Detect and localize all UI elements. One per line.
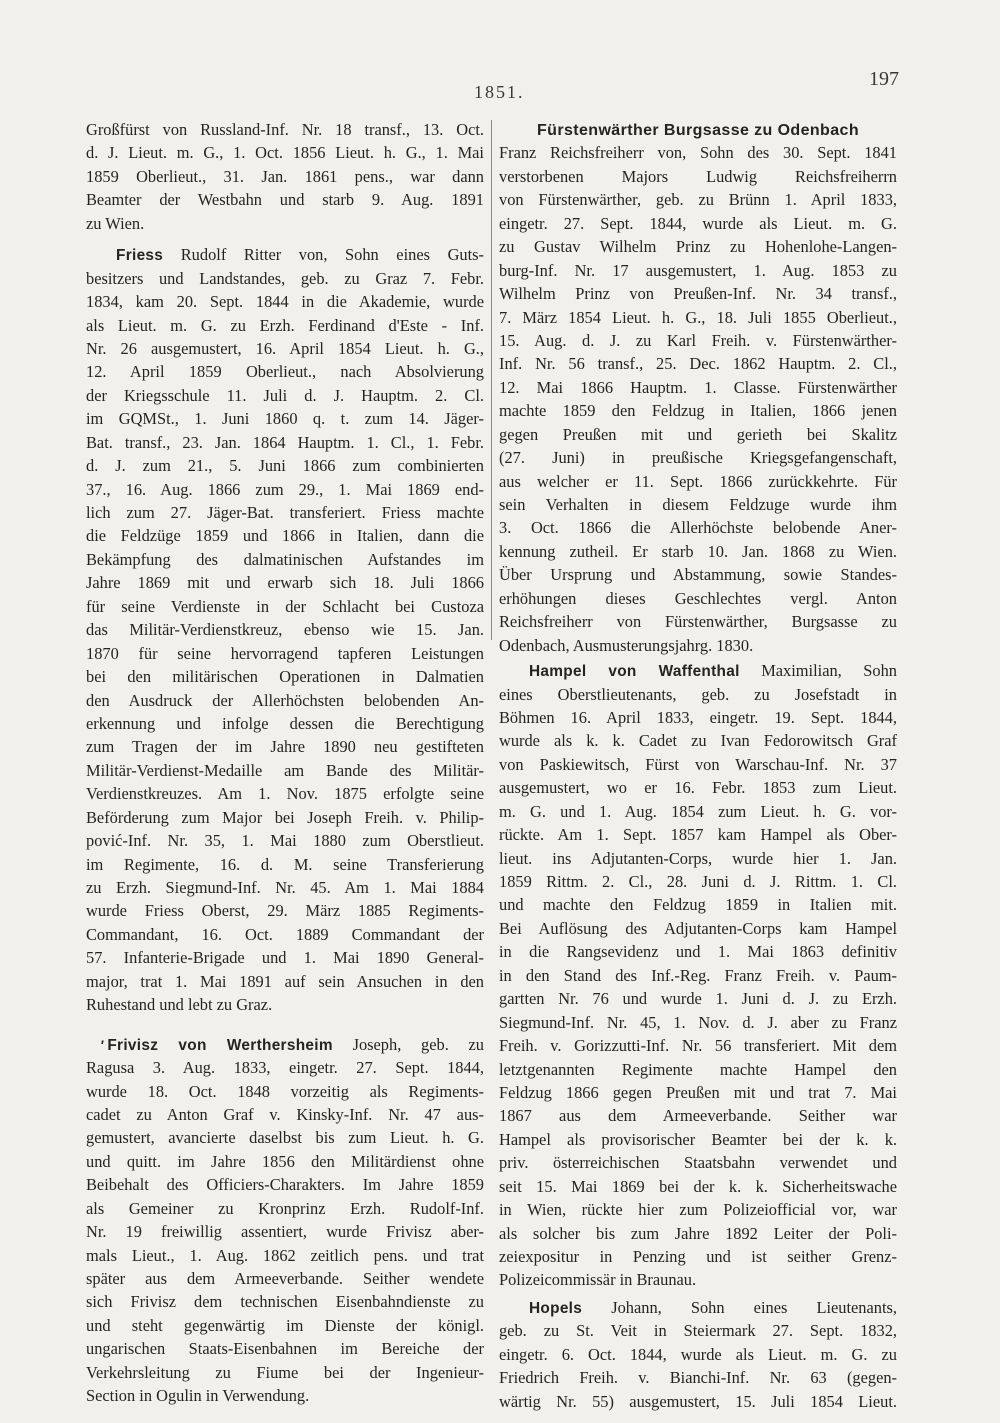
text-line: zu Gustav Wilhelm Prinz zu Hohenlohe-Langen-	[499, 237, 897, 257]
text-line: 37., 16. Aug. 1866 zum 29., 1. Mai 1869 end-	[86, 479, 484, 499]
text-line: machte 1859 den Feldzug in Italien, 1866 jenen	[499, 401, 897, 421]
text-line: von Paskiewitsch, Fürst von Warschau-Inf. Nr. 37	[499, 754, 897, 774]
intro-paragraph	[86, 118, 484, 235]
text-line: 15. Aug. d. J. zu Karl Freih. v. Fürstenwärther-	[499, 330, 897, 350]
text-line: zu Erzh. Siegmund-Inf. Nr. 45. Am 1. Mai 1884	[86, 878, 484, 897]
text-line: 1867 aus dem Armeeverbande. Seither war	[499, 1106, 897, 1126]
text-line: Ragusa 3. Aug. 1833, eingetr. 27. Sept. 1844,	[86, 1058, 484, 1078]
text-line: lich zum 27. Jäger-Bat. transferiert. Friess machte	[86, 503, 484, 522]
text-line: als solcher bis zum Jahre 1892 Leiter der Poli-	[499, 1223, 897, 1243]
entry-first-text: Maximilian, Sohn	[761, 661, 897, 681]
text-line: Polizeicommissär in Braunau.	[499, 1270, 697, 1290]
text-line: von Fürstenwärther, geb. zu Brünn 1. April 1833,	[499, 190, 897, 210]
text-line: Section in Ogulin in Verwendung.	[86, 1386, 310, 1406]
entry-frivisz	[86, 1033, 484, 1408]
text-line: Bei Auflösung des Adjutanten-Corps kam Hampel	[499, 918, 897, 938]
text-line: letztgenannten Regimente machte Hampel den	[499, 1059, 897, 1079]
text-line: zu Wien.	[86, 213, 145, 233]
entry-hopels	[499, 1296, 897, 1413]
text-line: Inf. Nr. 56 transf., 25. Dec. 1862 Hauptm. 2. Cl.,	[499, 354, 897, 374]
text-line: gartten Nr. 76 und wurde 1. Juni d. J. zu Erzh.	[499, 989, 897, 1009]
text-line: gemustert, avancierte daselbst bis zum Lieut. h. G.	[86, 1128, 484, 1148]
entry-first-line	[86, 243, 484, 266]
text-line: mals Lieut., 1. Aug. 1862 zeitlich pens. und trat	[86, 1245, 484, 1265]
text-line: 3. Oct. 1866 die Allerhöchste belobende Aner-	[499, 518, 897, 538]
text-line: burg-Inf. Nr. 17 ausgemustert, 1. Aug. 1853 zu	[499, 260, 897, 280]
text-line: 12. April 1859 Oberlieut., nach Absolvierung	[86, 362, 484, 382]
text-line: wurde als k. k. Cadet zu Ivan Fedorowitsch Graf	[499, 731, 897, 751]
text-line: in Wien, rückte hier zum Polizeiofficial vor, war	[499, 1200, 897, 1220]
entry-hampel	[499, 659, 897, 1292]
text-line: 57. Infanterie-Brigade und 1. Mai 1890 General-	[86, 948, 484, 968]
text-line: Hampel als provisorischer Beamter bei der k. k.	[499, 1129, 897, 1149]
text-line: pović-Inf. Nr. 35, 1. Mai 1880 zum Oberstlieut.	[86, 831, 484, 851]
text-line: Franz Reichsfreiherr von, Sohn des 30. Sept. 1841	[499, 143, 897, 163]
entry-first-text: Joseph, geb. zu	[352, 1034, 484, 1054]
text-line: der Kriegsschule 11. Juli d. J. Hauptm. 2. Cl.	[86, 385, 484, 405]
text-line: Feldzug 1866 gegen Preußen mit und trat 7. Mai	[499, 1082, 897, 1102]
text-line: später aus dem Armeeverbande. Seither wendete	[86, 1269, 484, 1288]
text-line: Verdienstkreuzes. Am 1. Nov. 1875 erfolgte seine	[86, 784, 484, 804]
text-line: Beförderung zum Major bei Joseph Freih. v. Philip-	[86, 807, 484, 827]
text-line: in den Stand des Inf.-Reg. Franz Freih. v. Paum-	[499, 965, 897, 985]
right-column	[499, 118, 897, 1413]
text-line: eines Oberstlieutenants, geb. zu Josefstadt in	[499, 684, 897, 704]
text-line: m. G. und 1. Aug. 1854 zum Lieut. h. G. vor-	[499, 801, 897, 821]
text-line: 1870 für seine hervorragend tapferen Leistungen	[86, 643, 484, 663]
text-line: Beamter der Westbahn und starb 9. Aug. 1891	[86, 190, 484, 210]
text-line: die Feldzüge 1859 und 1866 in Italien, dann die	[86, 526, 484, 546]
entry-name: Frivisz von Werthersheim	[107, 1036, 333, 1054]
text-line: major, trat 1. Mai 1891 auf sein Ansuchen in den	[86, 971, 484, 991]
text-line: Verkehrsleitung zu Fiume bei der Ingenieur-	[86, 1362, 484, 1382]
text-line: und steht gegenwärtig im Dienste der königl.	[86, 1315, 484, 1335]
text-line: erkennung und infolge dessen die Berechtigung	[86, 713, 484, 733]
text-line: Wilhelm Prinz von Preußen-Inf. Nr. 34 transf.,	[499, 284, 897, 304]
entry-name: Hampel von Waffenthal	[529, 663, 740, 681]
margin-mark: '	[100, 1036, 104, 1053]
text-line: (27. Juni) in preußische Kriegsgefangenschaft,	[499, 448, 897, 468]
text-line: Siegmund-Inf. Nr. 45, 1. Nov. d. J. aber zu Franz	[499, 1012, 897, 1032]
text-line: zum Tragen der im Jahre 1890 neu gestifteten	[86, 737, 484, 757]
entry-fuerstenwaerther	[499, 141, 897, 657]
left-column	[86, 118, 484, 1408]
text-line: Commandant, 16. Oct. 1889 Commandant der	[86, 924, 484, 944]
entry-first-line	[499, 1296, 897, 1319]
text-line: Jahre 1869 mit und erwarb sich 18. Juli 1866	[86, 573, 484, 593]
text-line: den Ausdruck der Allerhöchsten belobenden An-	[86, 690, 484, 710]
text-line: Böhmen 16. April 1833, eingetr. 19. Sept. 1844,	[499, 707, 897, 727]
entry-first-text: Johann, Sohn eines Lieutenants,	[611, 1297, 897, 1317]
text-line: lieut. ins Adjutanten-Corps, wurde hier 1. Jan.	[499, 848, 897, 868]
text-line: als Lieut. m. G. zu Erzh. Ferdinand d'Este - Inf.	[86, 315, 484, 335]
entry-first-line	[86, 1033, 484, 1056]
text-line: d. J. zum 21., 5. Juni 1866 zum combinierten	[86, 456, 484, 476]
text-line: in die Rangsevidenz und 1. Mai 1863 definitiv	[499, 942, 897, 962]
entry-first-text: Rudolf Ritter von, Sohn eines Guts-	[180, 245, 484, 265]
text-line: für seine Verdienste in der Schlacht bei Custoza	[86, 596, 484, 616]
text-line: kennung zutheil. Er starb 10. Jan. 1868 zu Wien.	[499, 541, 897, 561]
text-line: 12. Mai 1866 Hauptm. 1. Classe. Fürstenwärther	[499, 377, 897, 397]
text-line: das Militär-Verdienstkreuz, ebenso wie 15. Jan.	[86, 620, 484, 640]
text-line: Reichsfreiherr von Fürstenwärther, Burgsasse zu	[499, 612, 897, 632]
text-line: sich Frivisz dem technischen Eisenbahndienste zu	[86, 1292, 484, 1312]
text-line: gegen Preußen mit und gerieth bei Skalitz	[499, 424, 897, 444]
text-line: ungarischen Staats-Eisenbahnen im Bereiche der	[86, 1339, 484, 1359]
text-line: eingetr. 27. Sept. 1844, wurde als Lieut. m. G.	[499, 213, 897, 233]
text-line: aus welcher er 11. Sept. 1866 zurückkehrte. Für	[499, 471, 897, 491]
text-line: priv. österreichischen Staatsbahn verwendet und	[499, 1153, 897, 1173]
text-line: im GQMSt., 1. Juni 1860 q. t. zum 14. Jäger-	[86, 409, 484, 429]
entry-first-line	[499, 659, 897, 682]
text-line: und machte den Feldzug 1859 in Italien mit.	[499, 895, 897, 915]
text-line: Militär-Verdienst-Medaille am Bande des Militär-	[86, 760, 484, 780]
text-line: Ruhestand und lebt zu Graz.	[86, 995, 273, 1015]
text-line: verstorbenen Majors Ludwig Reichsfreiherrn	[499, 166, 897, 186]
text-line: seit 15. Mai 1869 bei der k. k. Sicherheitswache	[499, 1176, 897, 1196]
entry-name: Friess	[116, 247, 164, 265]
text-line: Nr. 19 freiwillig assentiert, wurde Frivisz aber-	[86, 1222, 484, 1242]
text-line: im Regimente, 16. d. M. seine Transferierung	[86, 854, 484, 874]
text-line: erhöhungen dieses Geschlechtes vergl. Anton	[499, 588, 897, 608]
text-line: 1859 Oberlieut., 31. Jan. 1861 pens., war dann	[86, 166, 484, 186]
text-line: wurde 18. Oct. 1848 vorzeitig als Regiments-	[86, 1081, 484, 1101]
text-line: rückte. Am 1. Sept. 1857 kam Hampel als Ober-	[499, 825, 897, 845]
text-line: Odenbach, Ausmusterungsjahrg. 1830.	[499, 635, 754, 655]
text-line: geb. zu St. Veit in Steiermark 27. Sept. 1832,	[499, 1321, 897, 1341]
text-line: als Gemeiner zu Kronprinz Erzh. Rudolf-Inf.	[86, 1198, 484, 1218]
text-line: Bekämpfung des dalmatinischen Aufstandes im	[86, 549, 484, 569]
page-number: 197	[869, 68, 899, 90]
column-divider	[491, 120, 492, 640]
text-line: 1859 Rittm. 2. Cl., 28. Juni d. J. Rittm. 1. Cl.	[499, 872, 897, 891]
text-line: Bat. transf., 23. Jan. 1864 Hauptm. 1. Cl., 1. Febr.	[86, 432, 484, 452]
entry-name: Hopels	[529, 1299, 583, 1317]
text-line: Großfürst von Russland-Inf. Nr. 18 transf., 13. Oct.	[86, 120, 484, 139]
section-heading-text: Fürstenwärther Burgsasse zu Odenbach	[536, 122, 860, 139]
text-line: d. J. Lieut. m. G., 1. Oct. 1856 Lieut. h. G., 1. Mai	[86, 143, 484, 163]
text-line: ausgemustert, wo er 16. Febr. 1853 zum Lieut.	[499, 778, 897, 798]
text-line: wurde Friess Oberst, 29. März 1885 Regiments-	[86, 901, 484, 921]
page-year: 1851.	[474, 82, 525, 102]
text-line: 1834, kam 20. Sept. 1844 in die Akademie, wurde	[86, 292, 484, 312]
text-line: Über Ursprung und Abstammung, sowie Standes-	[499, 565, 897, 585]
text-line: Freih. v. Gorizzutti-Inf. Nr. 56 transferiert. Mit dem	[499, 1036, 897, 1056]
text-line: besitzers und Landstandes, geb. zu Graz 7. Febr.	[86, 268, 484, 288]
text-line: und quitt. im Jahre 1856 den Militärdienst ohne	[86, 1151, 484, 1171]
text-line: Friedrich Freih. v. Bianchi-Inf. Nr. 63 (gegen-	[499, 1368, 897, 1388]
text-line: 7. März 1854 Lieut. h. G., 18. Juli 1855 Oberlieut.,	[499, 307, 897, 327]
text-line: sein Verhalten in diesem Feldzuge wurde ihm	[499, 495, 897, 514]
text-line: Nr. 26 ausgemustert, 16. April 1854 Lieut. h. G.,	[86, 338, 484, 358]
section-heading	[499, 118, 897, 141]
text-line: eingetr. 6. Oct. 1844, wurde als Lieut. m. G. zu	[499, 1344, 897, 1364]
entry-friess	[86, 243, 484, 1016]
text-line: bei den militärischen Operationen in Dalmatien	[86, 667, 484, 687]
text-line: zeiexpositur in Penzing und ist seither Grenz-	[499, 1247, 897, 1266]
text-line: Beibehalt des Officiers-Charakters. Im Jahre 1859	[86, 1175, 484, 1195]
text-line: cadet zu Anton Graf v. Kinsky-Inf. Nr. 47 aus-	[86, 1104, 484, 1124]
text-line: wärtig Nr. 55) ausgemustert, 15. Juli 1854 Lieut.	[499, 1391, 897, 1411]
